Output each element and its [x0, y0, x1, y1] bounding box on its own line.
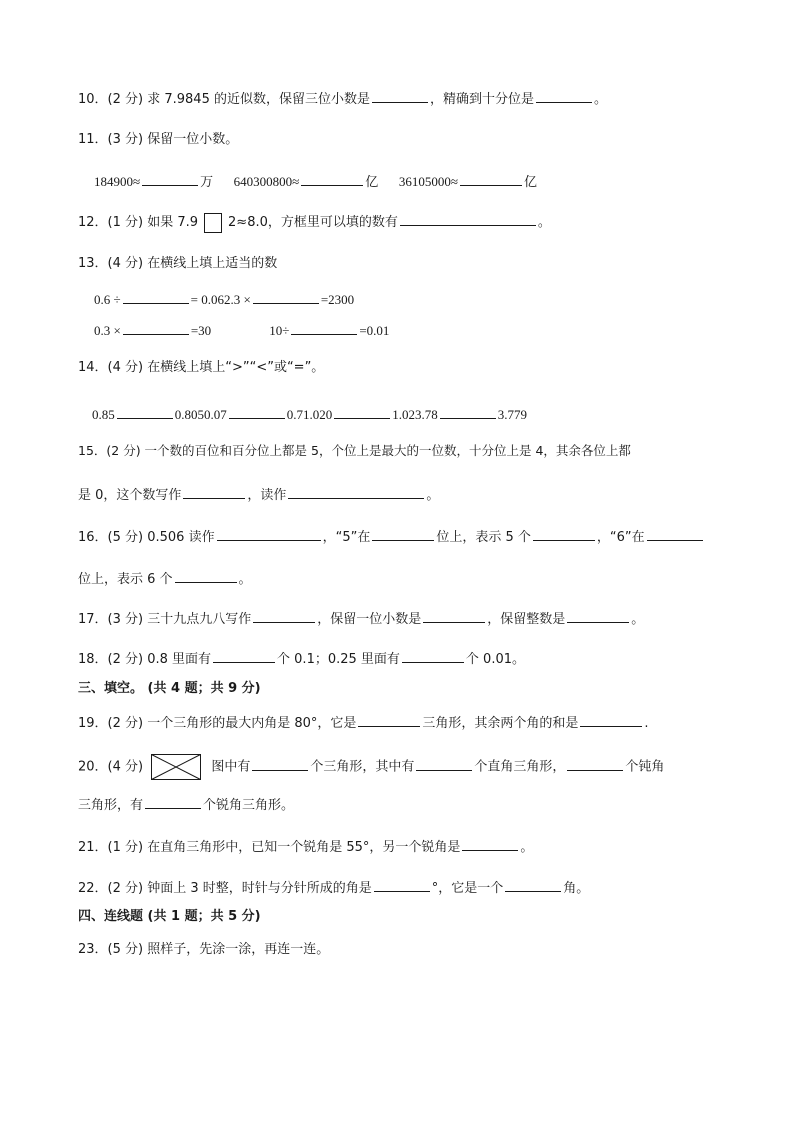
- q17-blank-2[interactable]: [423, 609, 485, 623]
- q21-a: 21．(1 分) 在直角三角形中，已知一个锐角是 55°，另一个锐角是: [78, 840, 461, 855]
- question-23: 23．(5 分) 照样子，先涂一涂，再连一连。: [78, 942, 330, 957]
- section-3-heading: 三、填空。 (共 4 题；共 9 分): [78, 681, 261, 696]
- q11-blank-c[interactable]: [460, 172, 522, 186]
- question-10: [78, 89, 607, 109]
- q14-blank-3[interactable]: [334, 405, 390, 419]
- q12-answer-blank[interactable]: [400, 212, 536, 226]
- q17-blank-3[interactable]: [567, 609, 629, 623]
- q16-blank-5[interactable]: [175, 569, 237, 583]
- q16-c: 位上，表示 5 个: [436, 530, 531, 545]
- q13-blank-3[interactable]: [123, 321, 189, 335]
- q12-mid: 2≈8.0，方框里可以填的数有: [228, 215, 398, 230]
- q19-blank-1[interactable]: [358, 713, 420, 727]
- q13-r1-b: = 0.062.3 ×: [190, 292, 251, 307]
- question-19: [78, 713, 649, 733]
- q14-blank-2[interactable]: [229, 405, 285, 419]
- q17-blank-1[interactable]: [253, 609, 315, 623]
- q18-blank-2[interactable]: [402, 649, 464, 663]
- q13-r1-a: 0.6 ÷: [94, 292, 121, 307]
- rectangle-diagonals-figure: [151, 754, 201, 780]
- q20-blank-3[interactable]: [567, 757, 623, 771]
- q21-blank-1[interactable]: [462, 837, 518, 851]
- q11-unit-c: 亿: [523, 175, 537, 190]
- q10-end: 。: [594, 92, 608, 107]
- q16-blank-1[interactable]: [217, 527, 321, 541]
- q14-item-e: 3.779: [497, 407, 527, 422]
- q18-blank-1[interactable]: [213, 649, 275, 663]
- q20-blank-2[interactable]: [416, 757, 472, 771]
- q15-blank-2[interactable]: [288, 485, 424, 499]
- q11-blank-a[interactable]: [142, 172, 198, 186]
- q13-r2-a: 0.3 ×: [94, 323, 121, 338]
- section-4-heading: 四、连线题 (共 1 题；共 5 分): [78, 909, 261, 924]
- q10-answer-blank-2[interactable]: [536, 89, 592, 103]
- q20-a: 20．(4 分): [78, 759, 144, 775]
- q20-blank-1[interactable]: [252, 757, 308, 771]
- question-13: 13．(4 分) 在横线上填上适当的数: [78, 256, 278, 271]
- question-16-line-2: [78, 569, 252, 589]
- question-20-line-2: [78, 795, 294, 815]
- q13-blank-1[interactable]: [123, 290, 189, 304]
- q13-blank-4[interactable]: [291, 321, 357, 335]
- q22-blank-1[interactable]: [374, 878, 430, 892]
- q19-c: .: [644, 716, 649, 731]
- q15-l2-c: 。: [426, 488, 440, 503]
- q20-b: 图中有: [211, 759, 251, 775]
- question-15: 15．(2 分) 一个数的百位和百分位上都是 5，个位上是最大的一位数，十分位上是 4，其余各位上都: [78, 443, 631, 458]
- q17-c: ，保留整数是: [487, 612, 566, 627]
- q22-blank-2[interactable]: [505, 878, 561, 892]
- q13-r2-d: =0.01: [359, 323, 390, 338]
- q11-item-c: 36105000≈: [398, 174, 458, 189]
- q19-blank-2[interactable]: [580, 713, 642, 727]
- question-11: 11．(3 分) 保留一位小数。: [78, 132, 239, 147]
- q17-b: ，保留一位小数是: [317, 612, 422, 627]
- q20-f: 三角形，有: [78, 798, 144, 813]
- q10-prefix: 10．(2 分) 求 7.9845 的近似数，保留三位小数是: [78, 92, 370, 107]
- q18-a: 18．(2 分) 0.8 里面有: [78, 652, 212, 667]
- q14-item-b: 0.8050.07: [174, 407, 227, 422]
- q16-blank-4[interactable]: [647, 527, 703, 541]
- q14-item-a: 0.85: [92, 407, 115, 422]
- q15-l2-b: ，读作: [247, 488, 287, 503]
- q18-c: 个 0.01。: [465, 652, 525, 667]
- question-21: [78, 837, 533, 857]
- question-15-line-2: [78, 485, 439, 505]
- q20-e: 个钝角: [625, 759, 665, 775]
- q13-r1-c: =2300: [320, 292, 355, 307]
- q22-c: 角。: [563, 881, 590, 896]
- q18-b: 个 0.1；0.25 里面有: [277, 652, 400, 667]
- question-22: [78, 878, 589, 898]
- q11-blank-b[interactable]: [301, 172, 363, 186]
- q11-unit-a: 万: [200, 175, 214, 190]
- q16-a: 16．(5 分) 0.506 读作: [78, 530, 215, 545]
- q13-row-1: [94, 290, 354, 309]
- q16-f: 。: [238, 572, 252, 587]
- q20-c: 个三角形，其中有: [310, 759, 415, 775]
- q13-r2-c: 10÷: [269, 323, 290, 338]
- question-18: [78, 649, 525, 669]
- q15-l2-a: 是 0，这个数写作: [78, 488, 182, 503]
- q22-b: °，它是一个: [431, 881, 504, 896]
- q11-item-b: 640300800≈: [233, 174, 300, 189]
- q13-blank-2[interactable]: [253, 290, 319, 304]
- q20-blank-4[interactable]: [145, 795, 201, 809]
- q17-d: 。: [631, 612, 645, 627]
- q16-blank-2[interactable]: [372, 527, 434, 541]
- question-16: [78, 527, 705, 547]
- q10-mid: ，精确到十分位是: [429, 92, 534, 107]
- q12-end: 。: [537, 215, 551, 230]
- q22-a: 22．(2 分) 钟面上 3 时整，时针与分针所成的角是: [78, 881, 372, 896]
- q14-item-c: 0.71.020: [286, 407, 333, 422]
- question-11-items: [94, 172, 537, 192]
- q12-prefix: 12．(1 分) 如果 7.9: [78, 215, 199, 230]
- q14-blank-4[interactable]: [440, 405, 496, 419]
- q21-b: 。: [520, 840, 534, 855]
- q11-unit-b: 亿: [365, 175, 379, 190]
- q16-blank-3[interactable]: [533, 527, 595, 541]
- q13-row-2: [94, 321, 389, 340]
- q14-items: [92, 405, 527, 424]
- q19-b: 三角形，其余两个角的和是: [422, 716, 579, 731]
- question-14: 14．(4 分) 在横线上填上“>”“<”或“=”。: [78, 360, 325, 375]
- q13-r2-b: =30: [190, 323, 212, 338]
- q19-a: 19．(2 分) 一个三角形的最大内角是 80°，它是: [78, 716, 357, 731]
- q15-blank-1[interactable]: [183, 485, 245, 499]
- q12-square-box[interactable]: [204, 213, 222, 233]
- q11-item-a: 184900≈: [94, 174, 141, 189]
- q17-a: 17．(3 分) 三十九点九八写作: [78, 612, 252, 627]
- question-12: [78, 212, 551, 233]
- q16-e: 位上，表示 6 个: [78, 572, 173, 587]
- q16-d: ，“6”在: [596, 530, 645, 545]
- question-20: [78, 754, 664, 780]
- q20-g: 个锐角三角形。: [203, 798, 295, 813]
- q14-item-d: 1.023.78: [392, 407, 438, 422]
- q10-answer-blank-1[interactable]: [372, 89, 428, 103]
- question-17: [78, 609, 644, 629]
- q20-d: 个直角三角形，: [474, 759, 566, 775]
- q16-b: ，“5”在: [322, 530, 371, 545]
- q14-blank-1[interactable]: [117, 405, 173, 419]
